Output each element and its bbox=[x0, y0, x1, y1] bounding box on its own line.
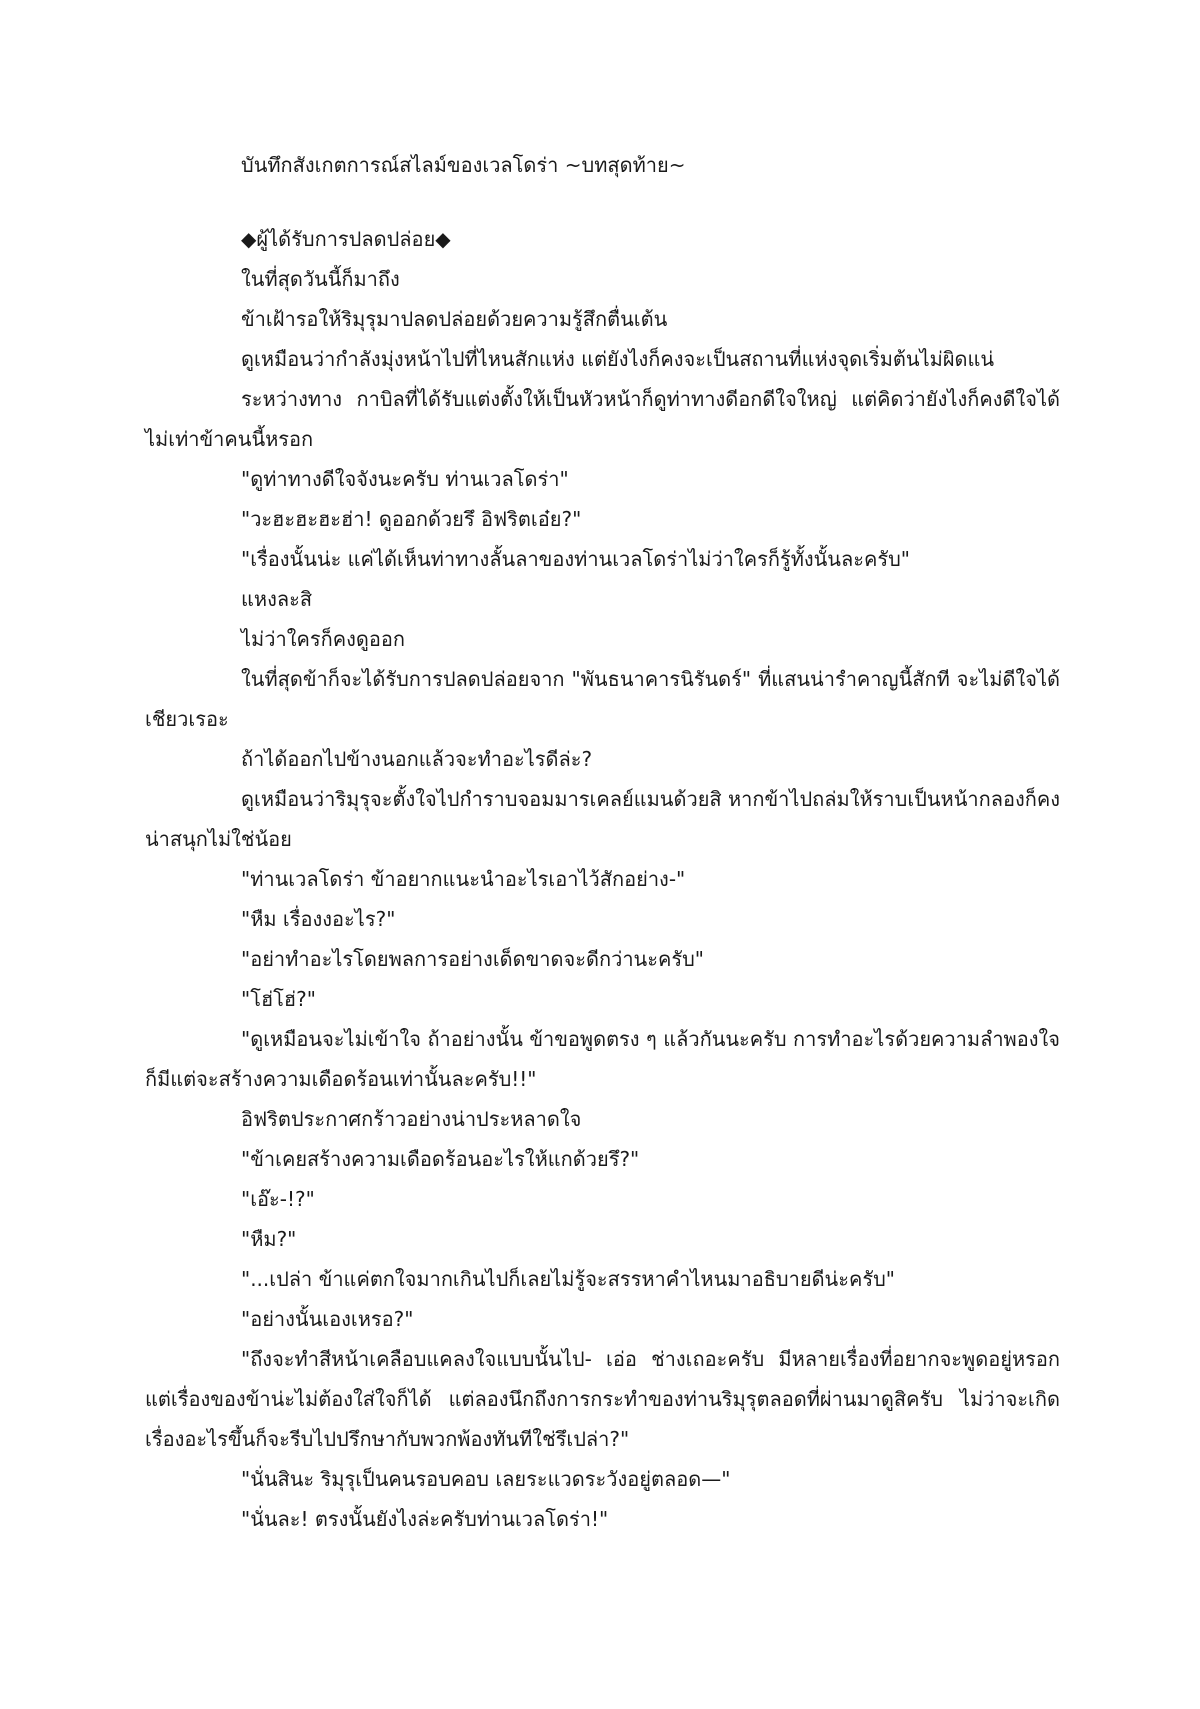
paragraph: แหงละสิ bbox=[241, 587, 313, 611]
paragraph: ดูเหมือนว่าริมุรุจะตั้งใจไปกำราบจอมมารเคลย์แมนด้วยสิ หากข้าไปถล่มให้ราบเป็นหน้ากลองก็คงน่าสนุกไม่ใช่น้อย bbox=[145, 787, 1061, 851]
paragraph: "หืม เรื่องงอะไร?" bbox=[241, 907, 396, 931]
paragraph: ไม่ว่าใครก็คงดูออก bbox=[241, 627, 405, 651]
paragraph: ข้าเฝ้ารอให้ริมุรุมาปลดปล่อยด้วยความรู้สึกตื่นเต้น bbox=[241, 307, 668, 331]
section-heading: ◆ผู้ได้รับการปลดปล่อย◆ bbox=[241, 227, 451, 251]
document-body bbox=[145, 145, 1060, 1539]
paragraph: "วะฮะฮะฮะฮ่า! ดูออกด้วยรึ อิฟริตเอ๋ย?" bbox=[241, 507, 582, 531]
paragraph: "อย่าทำอะไรโดยพลการอย่างเด็ดขาดจะดีกว่านะครับ" bbox=[241, 947, 704, 971]
title-spacer bbox=[145, 185, 1060, 219]
paragraph: "หืม?" bbox=[241, 1227, 297, 1251]
paragraph: "โฮ่โฮ่?" bbox=[241, 987, 316, 1011]
paragraph: "ถึงจะทำสีหน้าเคลือบแคลงใจแบบนั้นไป- เอ่อ ช่างเถอะครับ มีหลายเรื่องที่อยากจะพูดอยู่หรอก แต่เรื่องของข้าน่ะไม่ต้องใส่ใจก็ได้ แต่ลองนึกถึงการกระทำของท่านริมุรุตลอดที่ผ่านมาดูสิครับ ไม่ว่าจะเกิดเรื่องอะไรขึ้นก็จะรีบไปปรึกษากับพวกพ้องทันทีใช่รึเปล่า?" bbox=[145, 1347, 1060, 1451]
paragraph: "ดูเหมือนจะไม่เข้าใจ ถ้าอย่างนั้น ข้าขอพูดตรง ๆ แล้วกันนะครับ การทำอะไรด้วยความลำพองใจก็มีแต่จะสร้างความเดือดร้อนเท่านั้นละครับ!!" bbox=[145, 1027, 1060, 1091]
paragraph: ในที่สุดวันนี้ก็มาถึง bbox=[241, 267, 400, 291]
paragraph: ในที่สุดข้าก็จะได้รับการปลดปล่อยจาก "พันธนาคารนิรันดร์" ที่แสนน่ารำคาญนี้สักที จะไม่ดีใจได้เชียวเรอะ bbox=[145, 667, 1060, 731]
document-title: บันทึกสังเกตการณ์สไลม์ของเวลโดร่า ~บทสุดท้าย~ bbox=[241, 153, 686, 177]
paragraph: "...เปล่า ข้าแค่ตกใจมากเกินไปก็เลยไม่รู้จะสรรหาคำไหนมาอธิบายดีน่ะครับ" bbox=[241, 1267, 895, 1291]
paragraph: ดูเหมือนว่ากำลังมุ่งหน้าไปที่ไหนสักแห่ง แต่ยังไงก็คงจะเป็นสถานที่แห่งจุดเริ่มต้นไม่ผิดแน่ bbox=[241, 347, 995, 371]
paragraph: "นั่นละ! ตรงนั้นยังไงล่ะครับท่านเวลโดร่า!" bbox=[241, 1507, 609, 1531]
paragraph: "ข้าเคยสร้างความเดือดร้อนอะไรให้แกด้วยรึ?" bbox=[241, 1147, 640, 1171]
paragraph: "เอ๊ะ-!?" bbox=[241, 1187, 315, 1211]
paragraph: "ดูท่าทางดีใจจังนะครับ ท่านเวลโดร่า" bbox=[241, 467, 569, 491]
paragraph: "เรื่องนั้นน่ะ แค่ได้เห็นท่าทางลั้นลาของท่านเวลโดร่าไม่ว่าใครก็รู้ทั้งนั้นละครับ" bbox=[241, 547, 910, 571]
paragraph: ระหว่างทาง กาบิลที่ได้รับแต่งตั้งให้เป็นหัวหน้าก็ดูท่าทางดีอกดีใจใหญ่ แต่คิดว่ายังไงก็คงดีใจได้ไม่เท่าข้าคนนี้หรอก bbox=[145, 387, 1060, 451]
paragraph: ถ้าได้ออกไปข้างนอกแล้วจะทำอะไรดีล่ะ? bbox=[241, 747, 593, 771]
paragraph: อิฟริตประกาศกร้าวอย่างน่าประหลาดใจ bbox=[241, 1107, 582, 1131]
paragraph: "ท่านเวลโดร่า ข้าอยากแนะนำอะไรเอาไว้สักอย่าง-" bbox=[241, 867, 686, 891]
paragraph: "อย่างนั้นเองเหรอ?" bbox=[241, 1307, 414, 1331]
paragraph: "นั่นสินะ ริมุรุเป็นคนรอบคอบ เลยระแวดระวังอยู่ตลอด—" bbox=[241, 1467, 731, 1491]
